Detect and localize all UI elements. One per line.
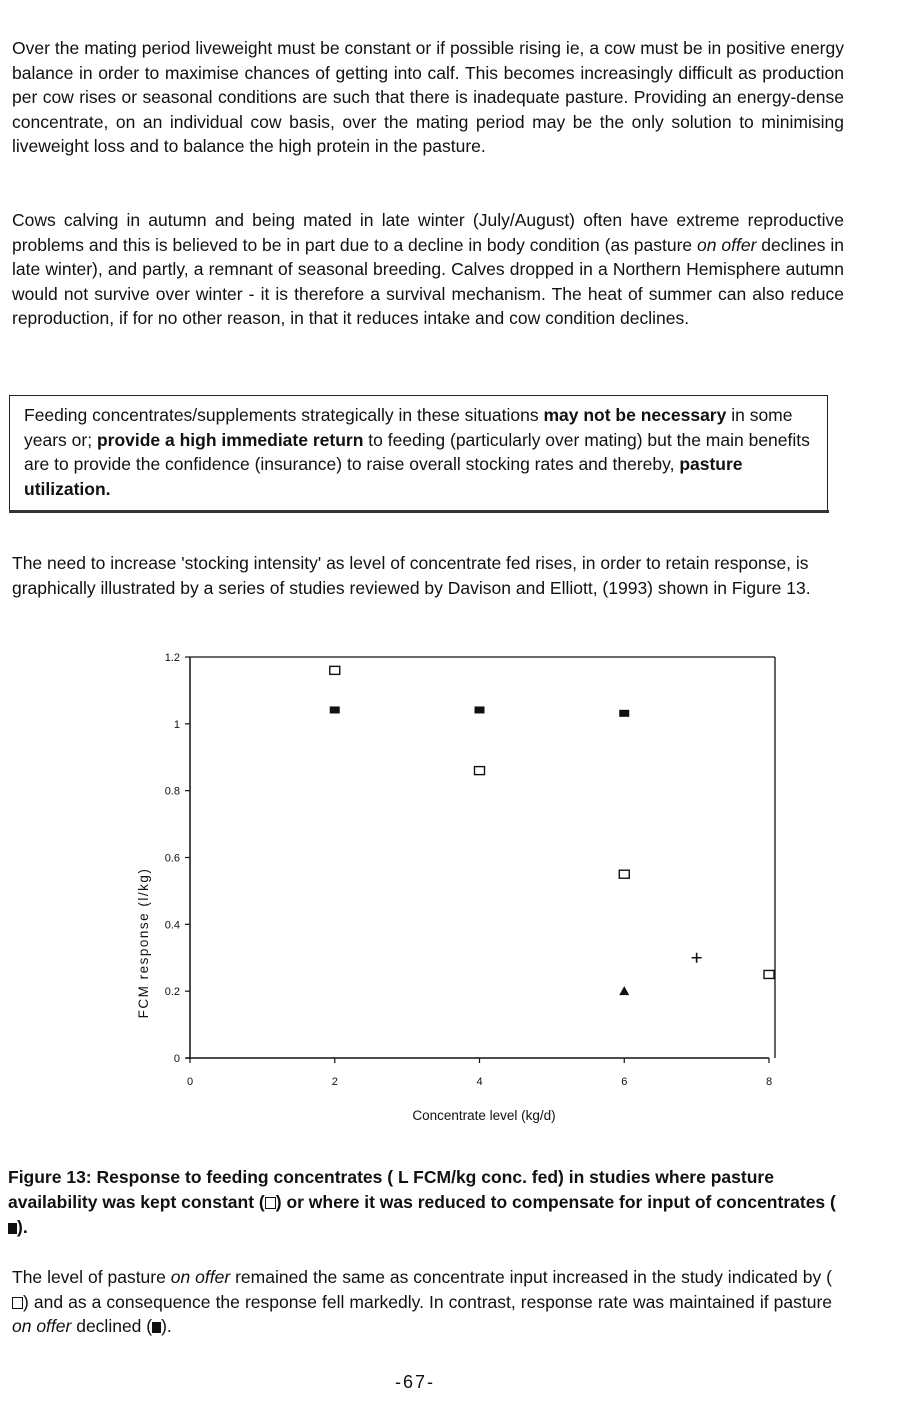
callout-text-1: Feeding concentrates/supplements strategically in these situations [24,405,544,425]
chart-marks [330,666,774,995]
data-point-open-square [764,970,774,978]
page-number: -67- [394,1372,435,1392]
y-tick-label: 0.2 [164,986,180,999]
paragraph-conclusion [12,1265,832,1339]
data-point-filled-square [619,710,629,717]
x-tick-label: 6 [621,1076,628,1088]
y-tick-label: 0 [173,1053,180,1065]
callout-bold-1: may not be necessary [543,405,727,425]
caption-text-a: Figure 13: Response to feeding concentrates ( L FCM/kg conc. fed) in studies where pasture availability was kept constant ( [8,1167,774,1212]
y-tick-label: 0.8 [164,785,180,798]
filled-square-icon [8,1223,17,1234]
figure-13-chart [120,640,800,1130]
p4-text-e: ). [161,1316,172,1336]
callout-text-2: in some years or; [24,405,793,450]
data-point-plus [692,953,702,963]
figure-caption [8,1165,840,1240]
data-point-triangle [619,986,629,995]
caption-text-b: ) or where it was reduced to compensate for input of concentrates ( [275,1192,836,1212]
p2-emphasis: on offer [697,234,757,255]
data-point-open-square [619,870,629,878]
callout-text-3: to feeding (particularly over mating) but the main benefits are to provide the confidence (insurance) to raise overall stocking rates and thereby, [24,429,810,474]
paragraph-autumn-calving [12,208,844,331]
y-tick-label: 0.6 [164,852,180,865]
p4-text-a: The level of pasture [12,1267,171,1287]
p4-emphasis-1: on offer [170,1267,231,1287]
x-tick-label: 2 [331,1076,338,1088]
data-point-open-square [330,666,340,674]
p2-text-b: declines in late winter), and partly, a remnant of seasonal breeding. Calves dropped in a Northern Hemisphere autumn would not survive over winter - it is therefore a survival mechanism. The heat of summer can also reduce reproduction, if for no other reason, in that it reduces intake and cow condition declines. [12,234,844,328]
callout-bottom-rule [9,510,829,513]
y-tick-label: 1 [173,718,180,731]
chart-axes [186,657,775,1058]
y-tick-label: 0.4 [164,919,180,932]
p4-text-d: declined ( [71,1316,153,1336]
caption-text-c: ). [17,1217,28,1237]
paragraph-mating-liveweight: Over the mating period liveweight must be constant or if possible rising ie, a cow must be in positive energy balance in order to maximise chances of getting into calf. This becomes increasingly difficult as production per cow rises or seasonal conditions are such that there is inadequate pasture. Providing an energy-dense concentrate, on an individual cow basis, over the mating period may be the only solution to minimising liveweight loss and to balance the high protein in the pasture. [12,38,844,156]
p4-emphasis-2: on offer [12,1316,72,1336]
callout-bold-3: pasture utilization. [24,454,743,499]
chart-ticks [165,652,772,1088]
data-point-open-square [475,767,485,775]
paragraph-stocking-intensity: The need to increase 'stocking intensity' as level of concentrate fed rises, in order to retain response, is graphically illustrated by a series of studies reviewed by Davison and Elliott, (1993) shown in Figure 13. [12,553,811,598]
x-axis-label: Concentrate level (kg/d) [412,1108,556,1123]
filled-square-icon [152,1322,161,1333]
y-tick-label: 1.2 [164,652,180,664]
x-tick-label: 8 [765,1076,773,1088]
open-square-icon [265,1197,276,1209]
y-axis-label: FCM response (l/kg) [136,867,151,1019]
data-point-filled-square [330,706,340,713]
open-square-icon [12,1297,23,1309]
data-point-filled-square [475,706,485,713]
callout-box [9,395,828,511]
callout-bold-2: provide a high immediate return [96,429,364,450]
p4-text-b: remained the same as concentrate input increased in the study indicated by ( [230,1267,832,1287]
p4-text-c: ) and as a consequence the response fell markedly. In contrast, response rate was maintained if pasture [23,1291,832,1312]
x-tick-label: 4 [476,1076,483,1088]
x-tick-label: 0 [186,1076,194,1088]
p2-text-a: Cows calving in autumn and being mated in late winter (July/August) often have extreme reproductive problems and this is believed to be in part due to a decline in body condition (as pasture [12,210,844,255]
